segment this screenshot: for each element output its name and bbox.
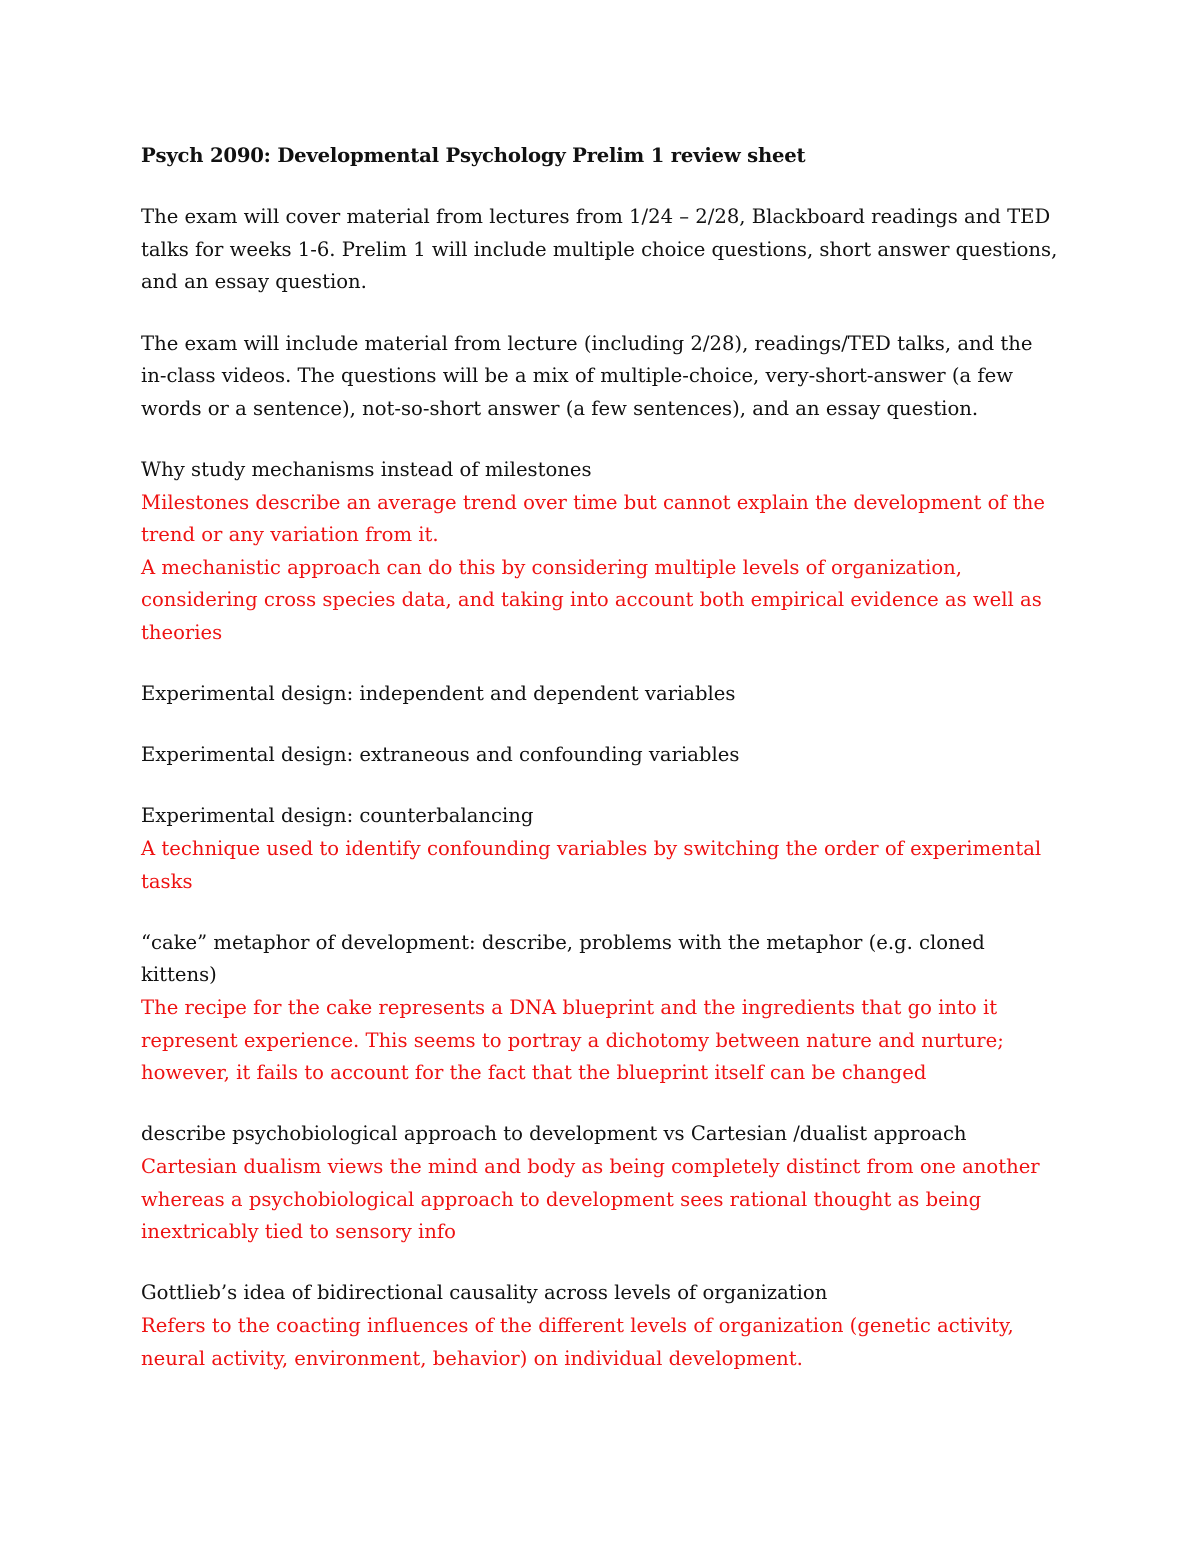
spacer bbox=[141, 650, 1061, 679]
topic-answer: Refers to the coacting influences of the different levels of organization (genetic activity, neural activity, environment, behavior) on individual development. bbox=[141, 1313, 1014, 1370]
topic-question: Gottlieb’s idea of bidirectional causality across levels of organization bbox=[141, 1281, 828, 1305]
topic-answer: The recipe for the cake represents a DNA blueprint and the ingredients that go into it represent experience. This seems to portray a dichotomy between nature and nurture; however, it fails to account for the fact that the blueprint itself can be changed bbox=[141, 996, 1004, 1085]
spacer bbox=[141, 898, 1061, 927]
topic-question: Experimental design: counterbalancing bbox=[141, 804, 534, 828]
document-title: Psych 2090: Developmental Psychology Prelim 1 review sheet bbox=[141, 144, 806, 167]
topic-question: describe psychobiological approach to development vs Cartesian /dualist approach bbox=[141, 1122, 967, 1146]
topic-answer: A technique used to identify confounding variables by switching the order of experimental tasks bbox=[141, 837, 1042, 893]
topic-question: Why study mechanisms instead of milestones bbox=[141, 457, 592, 481]
spacer bbox=[141, 772, 1061, 801]
intro-paragraph: The exam will include material from lecture (including 2/28), readings/TED talks, and the in-class videos. The questions will be a mix of multiple-choice, very-short-answer (a few words or a sentence), not-so-short answer (a few sentences), and an essay question. bbox=[141, 331, 1033, 420]
spacer bbox=[141, 711, 1061, 740]
intro-paragraph: The exam will cover material from lectures from 1/24 – 2/28, Blackboard readings and TED talks for weeks 1-6. Prelim 1 will include multiple choice questions, short answer questions, and an essay question. bbox=[141, 205, 1058, 294]
topic-answer: Milestones describe an average trend over time but cannot explain the development of the trend or any variation from it. bbox=[141, 490, 1045, 547]
spacer bbox=[141, 1249, 1061, 1278]
document-page bbox=[141, 140, 1061, 1375]
spacer bbox=[141, 1090, 1061, 1119]
spacer bbox=[141, 425, 1061, 454]
topic-question: Experimental design: independent and dependent variables bbox=[141, 682, 736, 706]
topic-question: Experimental design: extraneous and confounding variables bbox=[141, 743, 740, 767]
topic-answer: Cartesian dualism views the mind and body as being completely distinct from one another whereas a psychobiological approach to development sees rational thought as being inextricably tied to sensory info bbox=[141, 1155, 1040, 1244]
topic-answer: A mechanistic approach can do this by considering multiple levels of organization, considering cross species data, and taking into account both empirical evidence as well as theories bbox=[141, 555, 1042, 644]
topic-question: “cake” metaphor of development: describe, problems with the metaphor (e.g. cloned kittens) bbox=[141, 930, 985, 987]
spacer bbox=[141, 173, 1061, 202]
spacer bbox=[141, 299, 1061, 328]
